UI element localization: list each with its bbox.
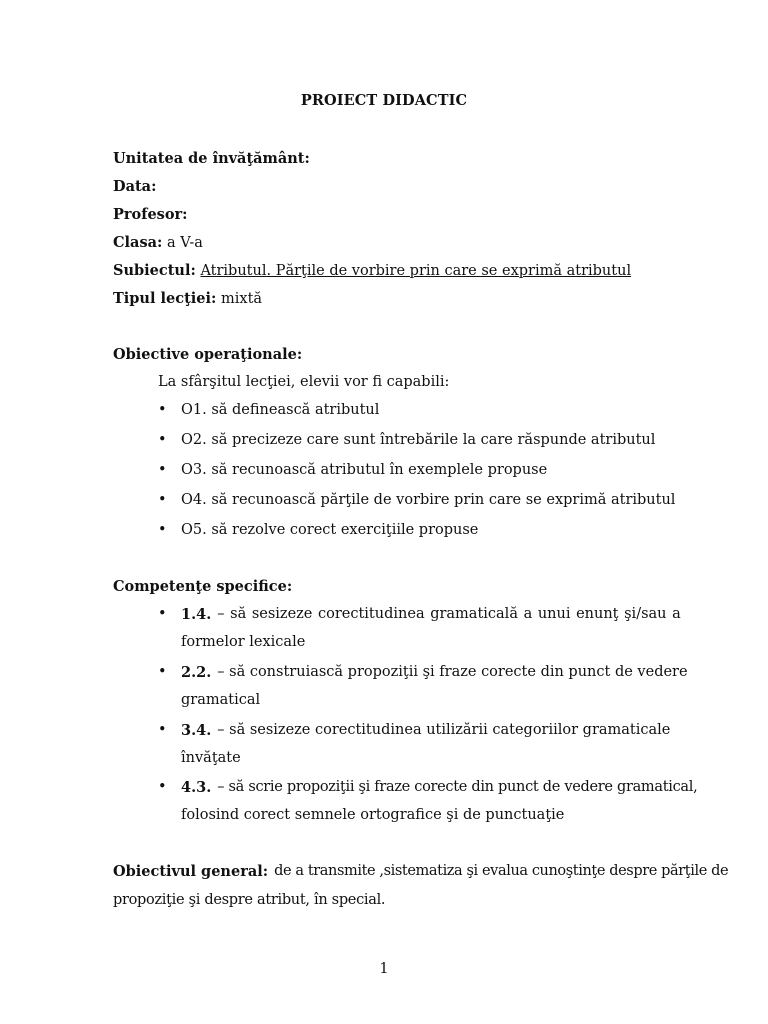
competence-line bbox=[181, 722, 671, 739]
field-tipul-value: mixtă bbox=[221, 291, 263, 307]
field-clasa-value: a V-a bbox=[166, 235, 203, 251]
field-subiectul bbox=[113, 262, 631, 279]
objectives-heading: Obiective operaţionale: bbox=[113, 346, 303, 363]
competence-code: 3.4. bbox=[181, 722, 212, 739]
competence-text: – să scrie propoziţii şi fraze corecte din punct de vedere gramatical, bbox=[217, 779, 698, 795]
field-unitate-label: Unitatea de învăţământ: bbox=[113, 150, 310, 167]
competence-code: 1.4. bbox=[181, 606, 212, 623]
document-title: PROIECT DIDACTIC bbox=[300, 92, 468, 109]
objective-text: O2. să precizeze care sunt întrebările la care răspunde atributul bbox=[181, 432, 656, 448]
field-profesor-label: Profesor: bbox=[113, 206, 188, 223]
field-clasa bbox=[113, 234, 203, 251]
bullet-icon: • bbox=[158, 722, 167, 738]
field-subiectul-label: Subiectul: bbox=[113, 262, 196, 279]
competence-text-cont: folosind corect semnele ortografice şi de punctuaţie bbox=[181, 807, 565, 823]
field-tipul-label: Tipul lecţiei: bbox=[113, 290, 217, 307]
page-number: 1 bbox=[379, 961, 389, 977]
bullet-icon: • bbox=[158, 462, 167, 478]
bullet-icon: • bbox=[158, 402, 167, 418]
competence-text: – să construiască propoziţii şi fraze corecte din punct de vedere bbox=[217, 664, 688, 680]
competence-line bbox=[181, 664, 688, 681]
field-clasa-label: Clasa: bbox=[113, 234, 163, 251]
competence-text: – să sesizeze corectitudinea utilizării categoriilor gramaticale bbox=[217, 722, 671, 738]
field-data-label: Data: bbox=[113, 178, 157, 195]
bullet-icon: • bbox=[158, 522, 167, 538]
general-objective-text: de a transmite ,sistematiza şi evalua cunoştinţe despre părţile de bbox=[274, 863, 729, 879]
general-objective-line bbox=[113, 863, 729, 880]
field-profesor bbox=[113, 206, 188, 223]
bullet-icon: • bbox=[158, 492, 167, 508]
competence-text: – să sesizeze corectitudinea gramaticală a unui enunţ şi/sau a bbox=[217, 606, 681, 622]
competence-code: 4.3. bbox=[181, 779, 212, 796]
objective-text: O4. să recunoască părţile de vorbire prin care se exprimă atributul bbox=[181, 492, 676, 508]
competence-code: 2.2. bbox=[181, 664, 212, 681]
competence-text-cont: formelor lexicale bbox=[181, 634, 306, 650]
bullet-icon: • bbox=[158, 432, 167, 448]
general-objective-label: Obiectivul general: bbox=[113, 863, 269, 880]
objective-text: O5. să rezolve corect exerciţiile propuse bbox=[181, 522, 479, 538]
competence-text-cont: gramatical bbox=[181, 692, 261, 708]
competence-line bbox=[181, 779, 698, 796]
competences-heading: Competenţe specifice: bbox=[113, 578, 293, 595]
field-data bbox=[113, 178, 156, 195]
field-tipul bbox=[113, 290, 262, 307]
competence-line bbox=[181, 606, 681, 623]
general-objective-text-cont: propoziţie şi despre atribut, în special. bbox=[113, 892, 386, 908]
field-unitate bbox=[113, 150, 310, 167]
competence-text-cont: învăţate bbox=[181, 750, 241, 766]
objectives-intro: La sfârşitul lecţiei, elevii vor fi capabili: bbox=[158, 374, 450, 390]
objective-text: O3. să recunoască atributul în exemplele propuse bbox=[181, 462, 548, 478]
bullet-icon: • bbox=[158, 779, 167, 795]
bullet-icon: • bbox=[158, 664, 167, 680]
objective-text: O1. să definească atributul bbox=[181, 402, 380, 418]
field-subiectul-value: Atributul. Părţile de vorbire prin care se exprimă atributul bbox=[200, 263, 632, 279]
bullet-icon: • bbox=[158, 606, 167, 622]
